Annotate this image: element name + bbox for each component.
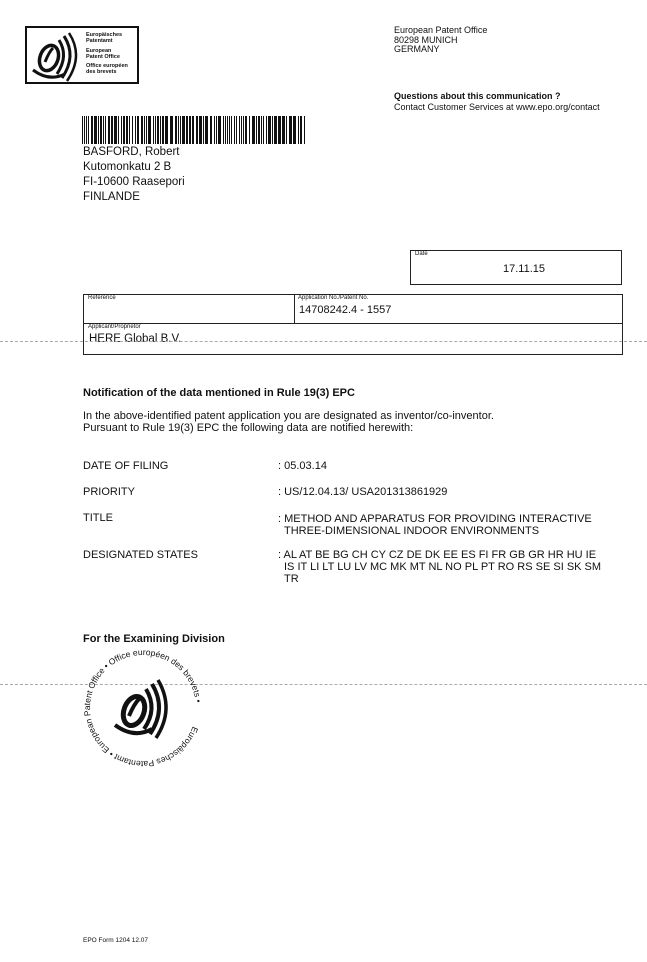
seal-ring-path: Europäisches Patentamt • European Patent Office • Office européen des brevets • [81,646,204,770]
barcode-bar [111,116,113,144]
barcode-bar [272,116,273,144]
barcode-bar [108,116,110,144]
barcode-bar [175,116,177,144]
logo-line: Office européen [86,63,128,70]
barcode-bar [203,116,204,144]
barcode-bar [129,116,130,144]
barcode-bar [241,116,242,144]
applicant-label: Applicant/Proprietor [88,324,141,330]
barcode-bar [256,116,257,144]
barcode-bar [218,116,221,144]
priority-value: : US/12.04.13/ USA201313861929 [278,486,448,498]
barcode-bar [114,116,117,144]
recipient-line: FI-10600 Raasepori [83,176,185,188]
date-box [410,250,622,285]
seal-mark-icon [115,680,166,738]
barcode [82,116,308,144]
barcode-bar [160,116,161,144]
barcode-bar [91,116,93,144]
applicant-value: HERE Global B.V. [89,333,182,345]
filing-date-label: DATE OF FILING [83,460,169,472]
barcode-bar [266,116,267,144]
office-address-line: 80298 MUNICH [394,34,458,45]
barcode-bar [153,116,154,144]
states-line: TR [284,573,299,585]
barcode-bar [223,116,224,144]
barcode-bar [126,116,128,144]
questions-text: Contact Customer Services at www.epo.org/contact [394,102,600,112]
barcode-bar [298,116,299,144]
barcode-bar [121,116,122,144]
priority-label: PRIORITY [83,486,135,498]
application-number: 14708242.4 - 1557 [299,304,392,316]
barcode-bar [300,116,302,144]
barcode-bar [132,116,133,144]
barcode-bar [274,116,277,144]
reference-box [83,294,623,355]
scan-artifact [0,341,647,342]
barcode-bar [225,116,226,144]
examining-division-title: For the Examining Division [83,633,225,645]
reference-divider [294,295,295,323]
barcode-bar [263,116,264,144]
barcode-bar [234,116,235,144]
title-line: : METHOD AND APPARATUS FOR PROVIDING INTERACTIVE [278,513,592,525]
logo-text [86,32,128,76]
barcode-bar [192,116,194,144]
barcode-bar [148,116,151,144]
states-line: : AL AT BE BG CH CY CZ DE DK EE ES FI FR GB GR HR HU IE [278,549,597,561]
barcode-bar [100,116,102,144]
barcode-bar [146,116,147,144]
barcode-bar [231,116,232,144]
logo-line: des brevets [86,69,117,76]
office-address-line: GERMANY [394,44,440,54]
barcode-bar [86,116,87,144]
barcode-bar [268,116,271,144]
logo-line: European [86,47,112,54]
barcode-bar [216,116,217,144]
barcode-bar [227,116,228,144]
office-address-line: European Patent Office [394,25,488,35]
logo-line: Europäisches [86,32,123,38]
recipient-line: BASFORD, Robert [83,146,180,158]
barcode-bar [105,116,106,144]
barcode-bar [182,116,185,144]
form-footer: EPO Form 1204 12.07 [83,937,149,944]
barcode-bar [252,116,255,144]
barcode-bar [84,116,85,144]
epo-logo-icon [29,30,81,82]
barcode-bar [282,116,285,144]
barcode-bar [293,116,296,144]
barcode-bar [239,116,240,144]
barcode-bar [289,116,292,144]
office-address [394,26,487,55]
reference-divider [84,323,622,324]
barcode-bar [186,116,188,144]
title-line: THREE-DIMENSIONAL INDOOR ENVIRONMENTS [284,525,540,537]
barcode-bar [189,116,191,144]
barcode-bar [157,116,159,144]
recipient-line: FINLANDE [83,191,140,203]
barcode-bar [278,116,281,144]
barcode-bar [229,116,230,144]
barcode-bar [304,116,305,144]
application-label: Application No./Patent No. [298,295,369,301]
barcode-bar [243,116,244,144]
barcode-bar [118,116,119,144]
barcode-bar [210,116,212,144]
barcode-bar [214,116,215,144]
barcode-bar [180,116,181,144]
barcode-bar [258,116,260,144]
barcode-bar [236,116,237,144]
barcode-bar [155,116,156,144]
barcode-bar [137,116,139,144]
states-line: IS IT LI LT LU LV MC MK MT NL NO PL PT RO RS SE SI SK SM [284,561,602,573]
barcode-bar [103,116,104,144]
barcode-bar [249,116,250,144]
logo-line: Patent Office [86,53,120,60]
designated-states-label: DESIGNATED STATES [83,549,198,561]
barcode-bar [245,116,247,144]
intro-line: Pursuant to Rule 19(3) EPC the following data are notified herewith: [83,422,414,434]
barcode-bar [261,116,262,144]
date-label: Date [415,251,428,257]
barcode-bar [144,116,145,144]
barcode-bar [94,116,97,144]
barcode-bar [286,116,287,144]
recipient-address [83,145,185,205]
epo-seal [78,643,208,773]
barcode-bar [98,116,99,144]
barcode-bar [141,116,143,144]
filing-date-value: : 05.03.14 [278,460,327,472]
barcode-bar [88,116,89,144]
questions-title: Questions about this communication ? [394,91,561,101]
notification-title: Notification of the data mentioned in Rule 19(3) EPC [83,387,355,399]
questions-block [394,91,600,113]
barcode-bar [170,116,173,144]
barcode-bar [199,116,202,144]
logo-line: Patentamt [86,38,113,45]
designated-states-value [278,549,623,585]
title-label: TITLE [83,512,113,524]
intro-line: In the above-identified patent application you are designated as inventor/co-inventor. [83,410,494,422]
barcode-bar [82,116,83,144]
title-value [278,513,623,537]
barcode-bar [205,116,208,144]
reference-label: Reference [88,295,116,301]
barcode-bar [165,116,168,144]
barcode-bar [162,116,164,144]
barcode-bar [196,116,198,144]
epo-logo [25,26,139,84]
date-value: 17.11.15 [503,263,546,275]
barcode-bar [135,116,136,144]
notification-intro [83,410,494,434]
barcode-bar [123,116,125,144]
barcode-bar [178,116,179,144]
recipient-line: Kutomonkatu 2 B [83,161,172,173]
